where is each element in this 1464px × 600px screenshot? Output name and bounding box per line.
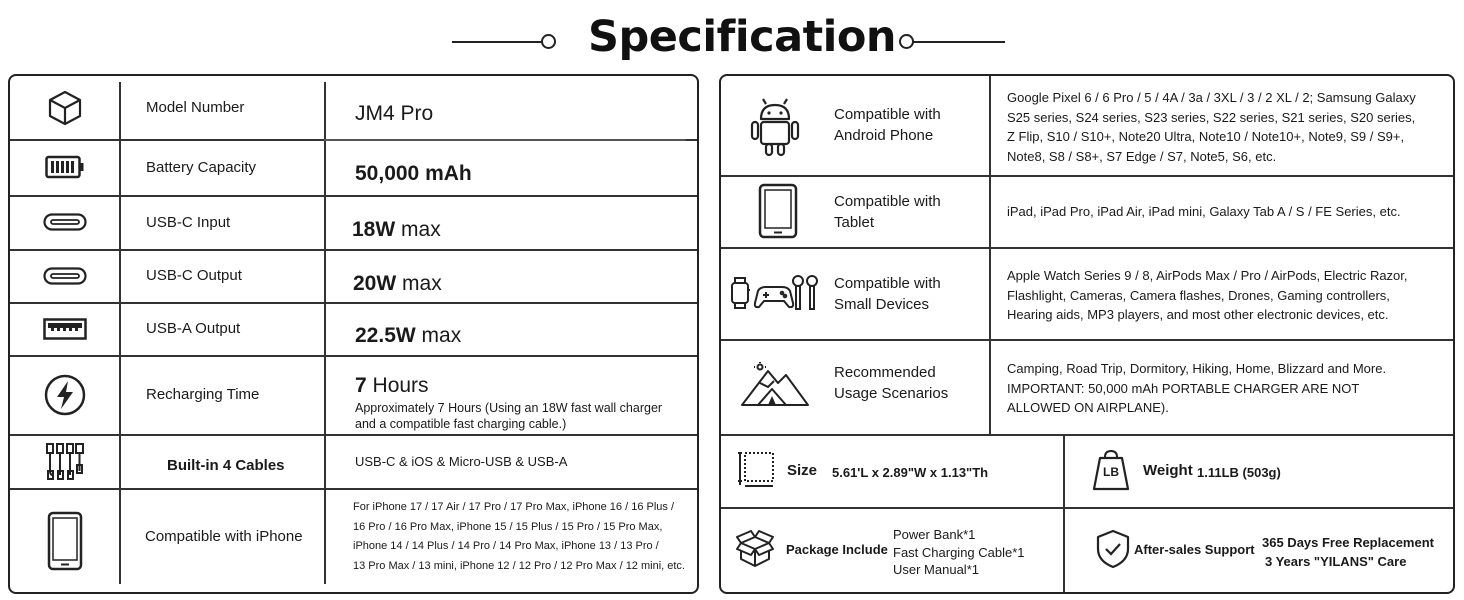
usb-c-input-max: max <box>395 218 441 241</box>
usb-a-port-icon <box>10 302 119 355</box>
android-label <box>834 104 941 146</box>
package-item: User Manual*1 <box>893 562 979 577</box>
usage-label <box>834 362 948 404</box>
recharging-note: Approximately 7 Hours (Using an 18W fast wall charger and a compatible fast charging cable.) <box>355 401 663 432</box>
tablet-models-line: iPad, iPad Pro, iPad Air, iPad mini, Galaxy Tab A / S / FE Series, etc. <box>1007 204 1401 219</box>
small-devices-line: Flashlight, Cameras, Camera flashes, Drones, Gaming controllers, <box>1007 287 1390 303</box>
battery-icon <box>10 139 119 195</box>
spec-table-left <box>8 74 699 594</box>
usb-c-output-value <box>353 257 442 310</box>
usage-line: ALLOWED ON AIRPLANE). <box>1007 400 1169 415</box>
package-items <box>893 526 1025 579</box>
title-left-dot <box>541 34 556 49</box>
recharging-hours-unit: Hours <box>366 374 429 397</box>
after-sales-line: 365 Days Free Replacement <box>1262 535 1434 550</box>
small-devices-icon <box>729 270 821 316</box>
cables-value: USB-C & iOS & Micro-USB & USB-A <box>355 453 568 469</box>
usb-c-output-max: max <box>396 271 442 295</box>
iphone-label: Compatible with iPhone <box>145 527 303 545</box>
package-item: Power Bank*1 <box>893 527 976 542</box>
recharging-time-label: Recharging Time <box>146 386 260 403</box>
tablet-label <box>834 191 941 233</box>
weight-badge: LB <box>1103 465 1119 479</box>
page-title: Specification <box>588 12 897 62</box>
iphone-icon <box>10 488 119 594</box>
usage-line: Camping, Road Trip, Dormitory, Hiking, Home, Blizzard and More. <box>1007 361 1387 376</box>
usb-c-port-icon <box>10 195 119 249</box>
android-icon <box>749 94 801 158</box>
android-models-line: S25 series, S24 series, S23 series, S22 series, S21 series, S20 series, <box>1007 109 1416 125</box>
title-right-line <box>913 41 1005 43</box>
battery-capacity-label: Battery Capacity <box>146 158 257 176</box>
iphone-models-line: iPhone 14 / 14 Plus / 14 Pro / 14 Pro Max, iPhone 13 / 13 Pro / <box>353 540 659 552</box>
usb-c-input-value <box>352 203 441 257</box>
usage-line: IMPORTANT: 50,000 mAh PORTABLE CHARGER ARE NOT <box>1007 380 1360 396</box>
after-sales-details <box>1262 534 1434 571</box>
iphone-models-line: 13 Pro Max / 13 mini, iPhone 12 / 12 Pro / 12 Pro Max / 12 mini, etc. <box>353 559 685 572</box>
tablet-label-line: Compatible with <box>834 193 941 210</box>
lightning-icon <box>10 355 119 434</box>
android-models-line: Google Pixel 6 / 6 Pro / 5 / 4A / 3a / 3XL / 3 / 2 XL / 2; Samsung Galaxy <box>1007 90 1416 105</box>
camping-tent-icon <box>739 360 811 410</box>
model-number-label: Model Number <box>146 99 245 116</box>
usb-a-output-label: USB-A Output <box>146 320 241 337</box>
usb-a-output-watt: 22.5W <box>355 323 416 347</box>
after-sales-line: 3 Years "YILANS" Care <box>1265 553 1407 569</box>
usb-a-output-value <box>355 309 461 362</box>
cables-icon <box>10 434 119 488</box>
recharging-time-value <box>355 374 675 433</box>
iphone-models-line: For iPhone 17 / 17 Air / 17 Pro / 17 Pro Max, iPhone 16 / 16 Plus / <box>353 501 675 513</box>
tablet-models <box>1007 202 1447 222</box>
android-label-line: Android Phone <box>834 127 934 144</box>
small-devices-line: Hearing aids, MP3 players, and most other electronic devices, etc. <box>1007 307 1389 322</box>
usage-label-line: Recommended <box>834 364 936 381</box>
package-label: Package Include <box>786 542 888 557</box>
iphone-models-line: 16 Pro / 16 Pro Max, iPhone 15 / 15 Plus / 15 Pro / 15 Pro Max, <box>353 520 663 533</box>
cables-label: Built-in 4 Cables <box>167 456 285 474</box>
spec-table-right <box>719 74 1455 594</box>
recharging-hours: 7 <box>355 374 367 397</box>
small-devices-list <box>1007 266 1452 325</box>
weight-icon <box>1091 448 1131 492</box>
size-ruler-icon <box>736 450 776 490</box>
package-item: Fast Charging Cable*1 <box>893 544 1025 560</box>
after-sales-label: After-sales Support <box>1134 542 1255 557</box>
android-label-line: Compatible with <box>834 106 941 123</box>
usb-a-output-max: max <box>415 323 462 347</box>
shield-check-icon <box>1095 528 1131 570</box>
weight-label: Weight <box>1143 462 1193 479</box>
small-devices-label-line: Compatible with <box>834 275 941 292</box>
tablet-label-line: Tablet <box>834 214 875 231</box>
small-devices-label-line: Small Devices <box>834 296 930 313</box>
title-bar <box>0 8 1464 70</box>
usb-c-output-label: USB-C Output <box>146 267 242 284</box>
title-right-dot <box>899 34 914 49</box>
size-label: Size <box>787 462 818 479</box>
android-models-line: Note8, S8 / S8+, S7 Edge / S7, Note5, S6, etc. <box>1007 148 1277 164</box>
package-box-icon <box>735 528 775 568</box>
usb-c-input-watt: 18W <box>352 218 396 241</box>
cube-icon <box>10 76 119 139</box>
usage-label-line: Usage Scenarios <box>834 385 949 402</box>
usb-c-port-icon <box>10 249 119 302</box>
android-models-line: Z Flip, S10 / S10+, Note20 Ultra, Note10 / Note10+, Note9, S9 / S9+, <box>1007 129 1405 144</box>
model-number-value: JM4 Pro <box>355 101 434 125</box>
title-left-line <box>452 41 542 43</box>
usage-scenarios <box>1007 359 1452 418</box>
weight-value: 1.11LB (503g) <box>1197 465 1281 480</box>
battery-capacity-value: 50,000 mAh <box>355 162 472 185</box>
small-devices-label <box>834 273 941 315</box>
android-models <box>1007 88 1447 166</box>
size-value: 5.61'L x 2.89"W x 1.13"Th <box>832 465 989 480</box>
iphone-models <box>353 498 698 576</box>
usb-c-input-label: USB-C Input <box>146 213 231 231</box>
usb-c-output-watt: 20W <box>353 271 397 295</box>
tablet-icon <box>756 182 800 240</box>
small-devices-line: Apple Watch Series 9 / 8, AirPods Max / Pro / AirPods, Electric Razor, <box>1007 268 1408 283</box>
